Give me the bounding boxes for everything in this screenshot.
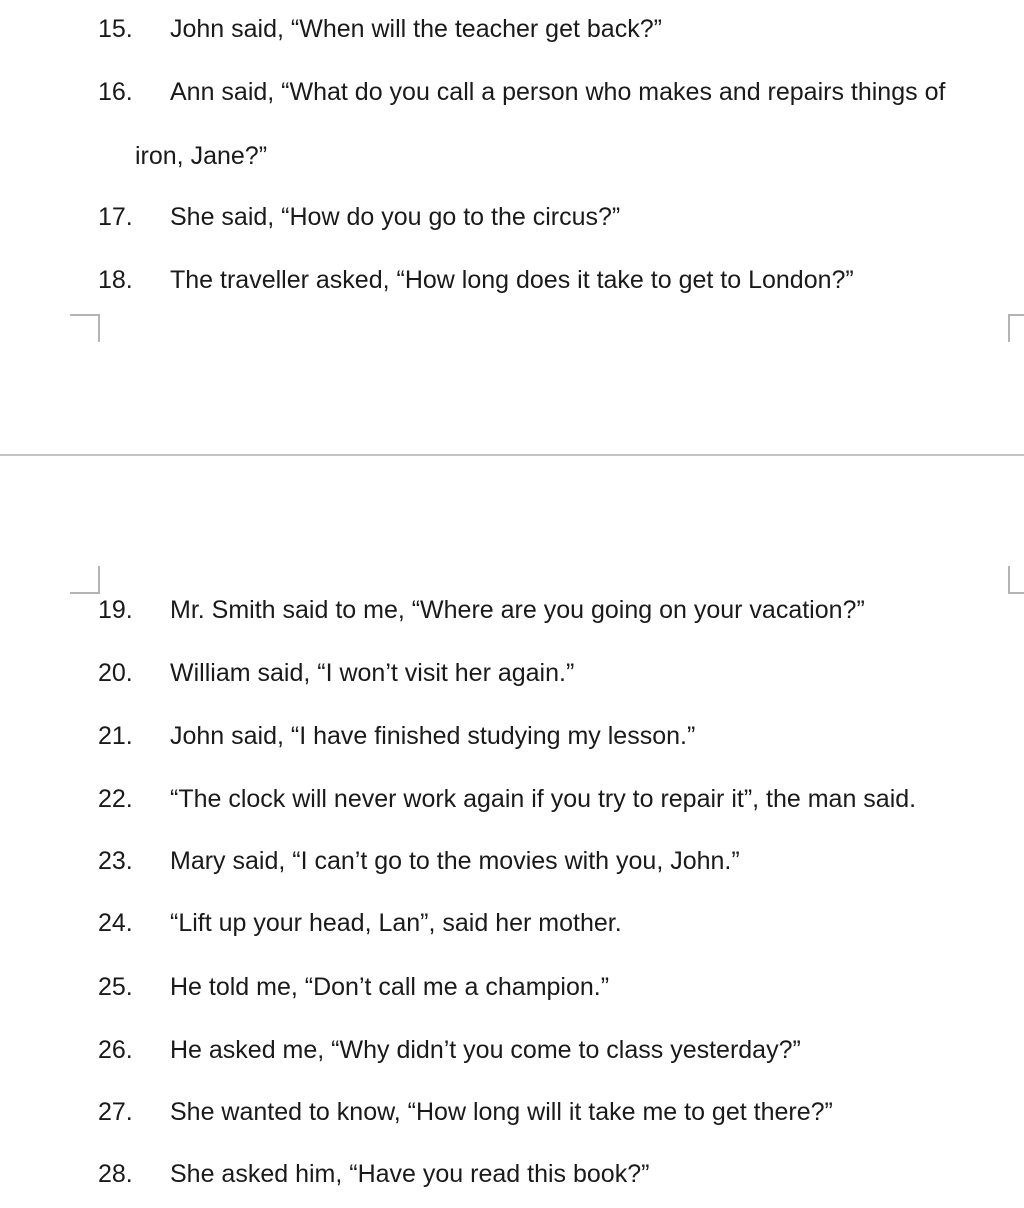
item-text: She said, “How do you go to the circus?” <box>170 203 621 231</box>
item-text-continuation: iron, Jane?” <box>135 142 268 170</box>
item-text: John said, “I have finished studying my lesson.” <box>170 722 696 750</box>
item-number: 20. <box>98 659 133 687</box>
item-number: 16. <box>98 78 133 106</box>
item-text: “The clock will never work again if you try to repair it”, the man said. <box>170 785 917 813</box>
item-text: Mr. Smith said to me, “Where are you going on your vacation?” <box>170 596 865 624</box>
item-number: 24. <box>98 909 133 937</box>
item-number: 26. <box>98 1036 133 1064</box>
crop-mark-bottom-left <box>70 566 100 594</box>
crop-mark-top-right <box>1008 314 1024 342</box>
item-number: 28. <box>98 1160 133 1188</box>
item-text: Ann said, “What do you call a person who makes and repairs things of <box>170 78 946 106</box>
page-break-divider <box>0 454 1024 456</box>
item-text: Mary said, “I can’t go to the movies with you, John.” <box>170 847 740 875</box>
crop-mark-top-left <box>70 314 100 342</box>
item-text: The traveller asked, “How long does it take to get to London?” <box>170 266 854 294</box>
item-number: 18. <box>98 266 133 294</box>
item-number: 25. <box>98 973 133 1001</box>
item-text: He asked me, “Why didn’t you come to class yesterday?” <box>170 1036 801 1064</box>
item-number: 23. <box>98 847 133 875</box>
item-text: William said, “I won’t visit her again.” <box>170 659 575 687</box>
item-number: 19. <box>98 596 133 624</box>
item-number: 22. <box>98 785 133 813</box>
item-number: 17. <box>98 203 133 231</box>
item-number: 15. <box>98 15 133 43</box>
item-text: He told me, “Don’t call me a champion.” <box>170 973 610 1001</box>
item-text: John said, “When will the teacher get back?” <box>170 15 662 43</box>
crop-mark-bottom-right <box>1008 566 1024 594</box>
item-number: 27. <box>98 1098 133 1126</box>
item-number: 21. <box>98 722 133 750</box>
item-text: “Lift up your head, Lan”, said her mother. <box>170 909 622 937</box>
item-text: She wanted to know, “How long will it take me to get there?” <box>170 1098 833 1126</box>
item-text: She asked him, “Have you read this book?” <box>170 1160 650 1188</box>
